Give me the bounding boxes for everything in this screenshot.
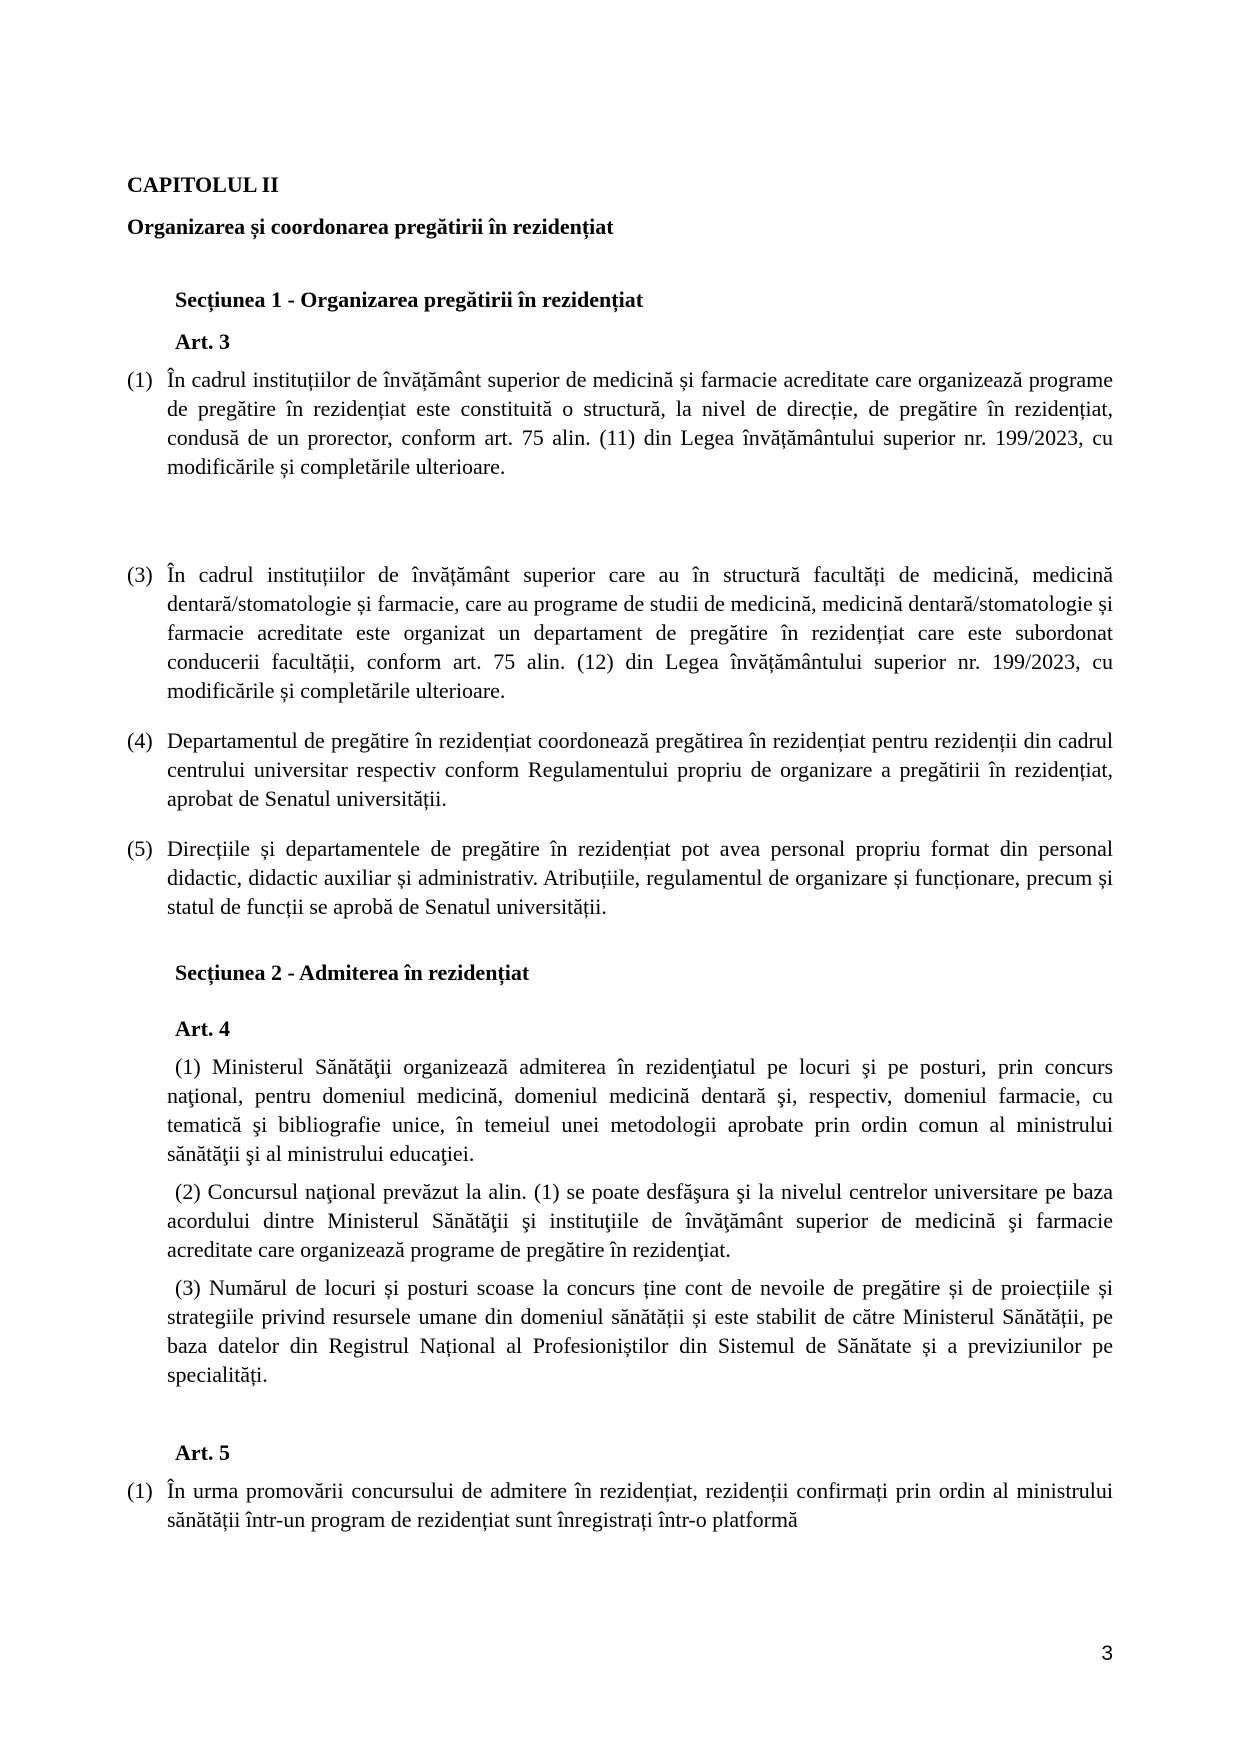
article-3-paragraph-1 [127,365,1113,481]
article-3-paragraph-3 [127,560,1113,705]
article-4-paragraph-1 [167,1052,1113,1168]
chapter-subtitle: Organizarea și coordonarea pregătirii în rezidențiat [127,214,614,239]
article-5-heading: Art. 5 [175,1440,230,1465]
article-4-heading: Art. 4 [175,1016,230,1041]
paragraph-text: Numărul de locuri și posturi scoase la concurs ține cont de nevoile de pregătire și de proiecțiile și strategiile privind resursele umane din domeniul sănătății și este stabilit de către Ministerul Sănătății, pe baza datelor din Registrul Național al Profesioniștilor din Sistemul de Sănătate și a previziunilor pe specialități. [167,1275,1114,1387]
paragraph-number: (4) [127,728,153,753]
article-3-paragraph-4 [127,726,1113,813]
article-3-heading: Art. 3 [175,329,230,354]
page-number: 3 [1101,1642,1113,1665]
paragraph-text: În cadrul instituțiilor de învățământ superior care au în structură facultăți de medicină, medicină dentară/stomatologie și farmacie, care au programe de studii de medicină, medicină dentară/stomatologie și farmacie acreditate este organizat un departament de pregătire în rezidențiat care este subordonat conducerii facultății, conform art. 75 alin. (12) din Legea învățământului superior nr. 199/2023, cu modificările și completările ulterioare. [167,562,1113,703]
paragraph-number: (1) [127,1478,153,1503]
paragraph-text: În urma promovării concursului de admitere în rezidențiat, rezidenții confirmați prin ordin al ministrului sănătății într-un program de rezidențiat sunt înregistrați într-o platformă [167,1478,1113,1532]
paragraph-text: Ministerul Sănătăţii organizează admiterea în rezidenţiatul pe locuri şi pe posturi, prin concurs naţional, pentru domeniul medicină, domeniul medicină dentară şi, respectiv, domeniul farmacie, cu tematică şi bibliografie unice, în temeiul unei metodologii aprobate prin ordin comun al ministrului sănătăţii şi al ministrului educaţiei. [167,1054,1114,1166]
paragraph-number: (1) [175,1054,201,1079]
section-1-heading: Secțiunea 1 - Organizarea pregătirii în rezidențiat [175,287,644,312]
section-2-heading: Secțiunea 2 - Admiterea în rezidențiat [175,960,530,985]
article-3-paragraph-5 [127,834,1113,921]
paragraph-number: (2) [175,1179,201,1204]
paragraph-number: (1) [127,367,153,392]
article-4-paragraph-3 [167,1273,1113,1389]
paragraph-number: (3) [127,562,153,587]
paragraph-text: Concursul naţional prevăzut la alin. (1) se poate desfăşura şi la nivelul centrelor universitare pe baza acordului dintre Ministerul Sănătăţii şi instituţiile de învăţământ superior de medicină şi farmacie acreditate care organizează programe de pregătire în rezidenţiat. [167,1179,1114,1262]
chapter-title: CAPITOLUL II [127,172,279,197]
paragraph-number: (5) [127,836,153,861]
paragraph-text: În cadrul instituțiilor de învățământ superior de medicină și farmacie acreditate care organizează programe de pregătire în rezidențiat este constituită o structură, la nivel de direcție, de pregătire în rezidențiat, condusă de un prorector, conform art. 75 alin. (11) din Legea învățământului superior nr. 199/2023, cu modificările și completările ulterioare. [167,367,1113,479]
paragraph-number: (3) [175,1275,201,1300]
article-4-paragraph-2 [167,1177,1113,1264]
paragraph-text: Departamentul de pregătire în rezidențiat coordonează pregătirea în rezidențiat pentru rezidenții din cadrul centrului universitar respectiv conform Regulamentului propriu de organizare a pregătirii în rezidențiat, aprobat de Senatul universității. [167,728,1113,811]
article-5-paragraph-1 [127,1476,1113,1534]
paragraph-text: Direcțiile și departamentele de pregătire în rezidențiat pot avea personal propriu format din personal didactic, didactic auxiliar și administrativ. Atribuțiile, regulamentul de organizare și funcționare, precum și statul de funcții se aprobă de Senatul universității. [167,836,1113,919]
